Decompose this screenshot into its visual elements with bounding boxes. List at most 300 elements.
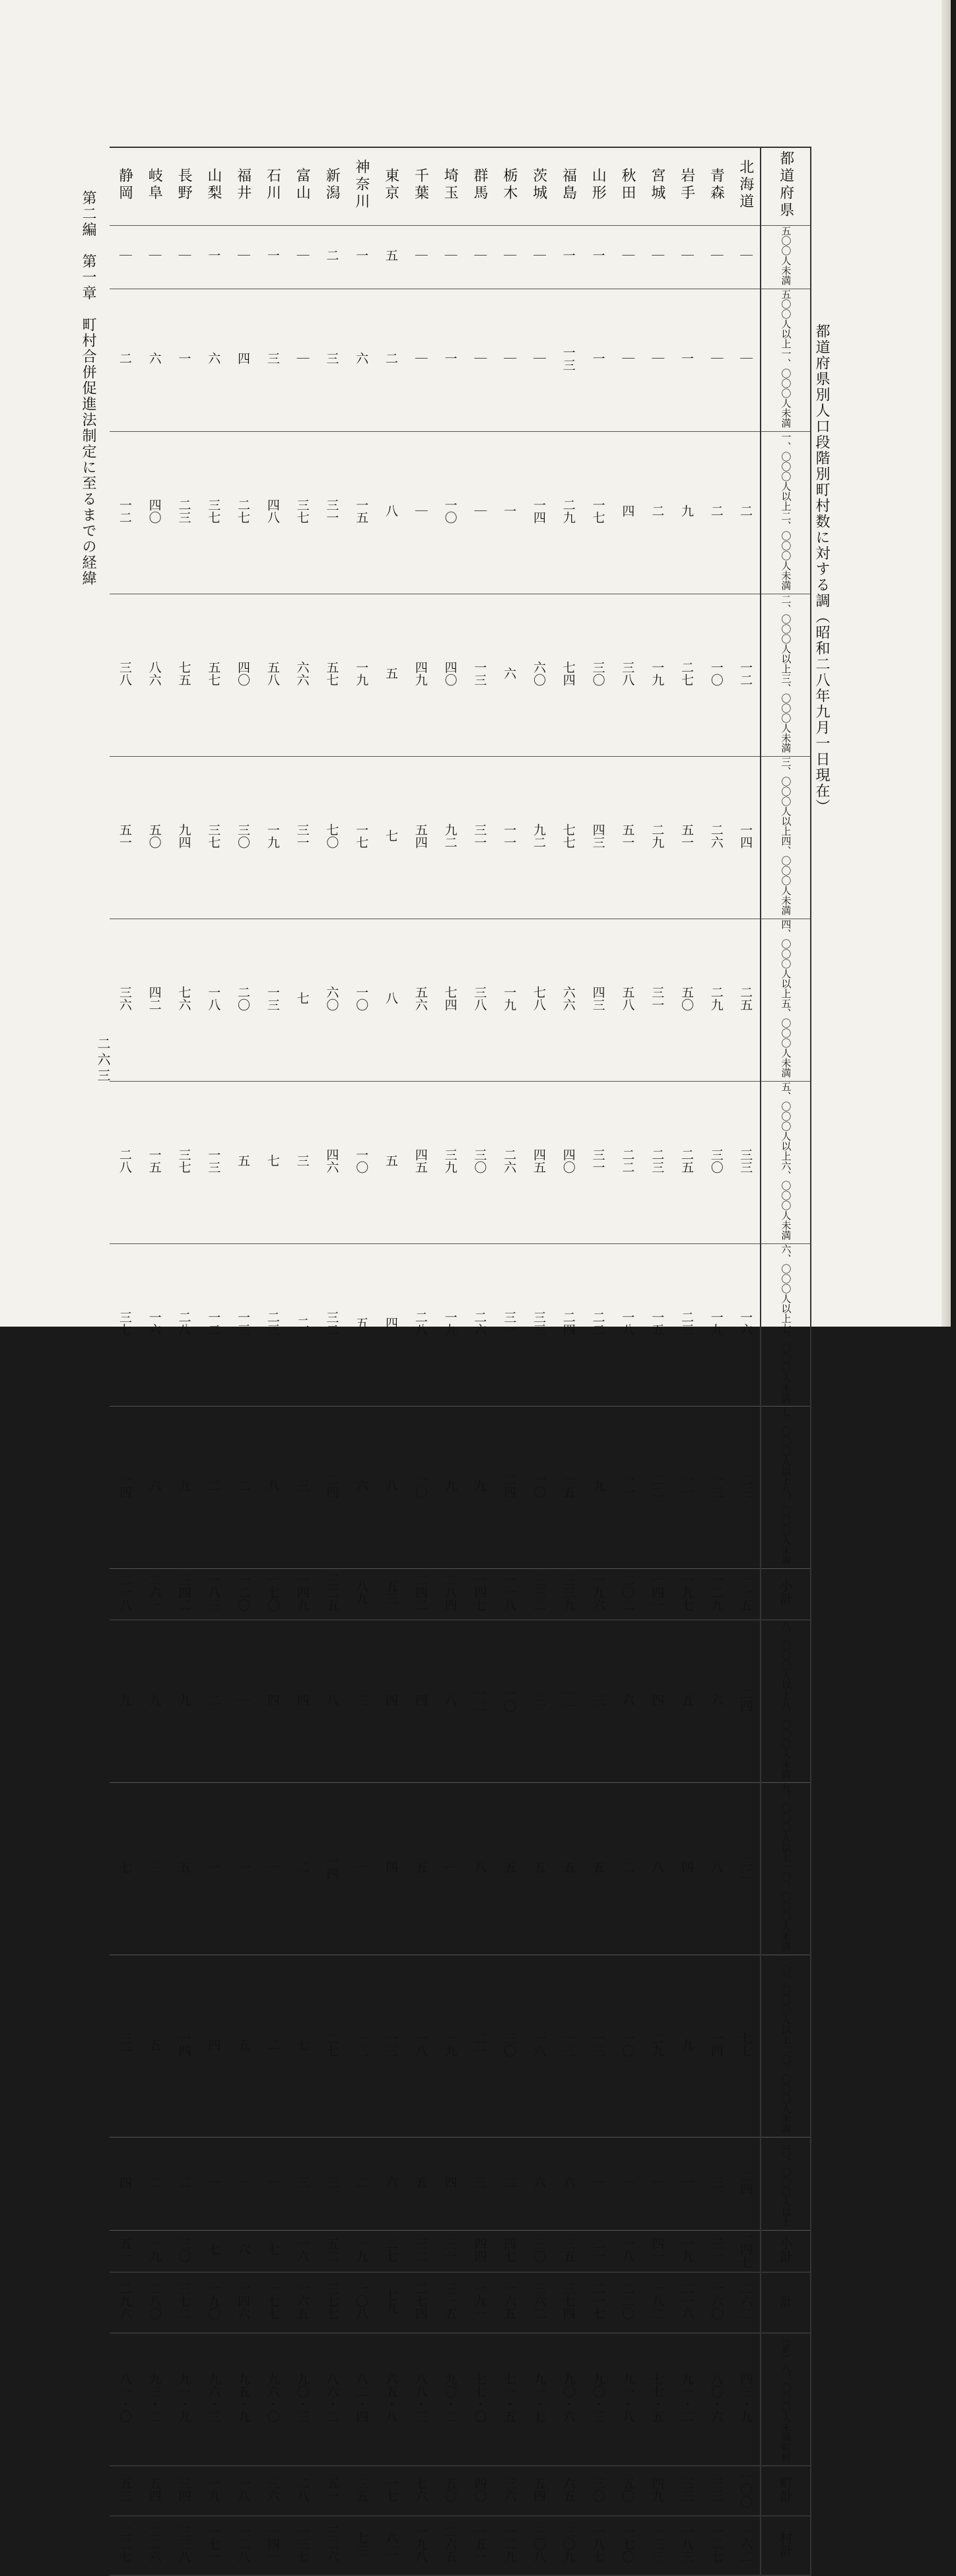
table-cell <box>701 2333 731 2466</box>
table-cell <box>405 2138 435 2231</box>
table-cell-text: 一 <box>679 352 694 365</box>
table-cell-text: 六 <box>354 352 369 365</box>
table-cell <box>287 2138 317 2231</box>
row-label <box>761 2231 811 2273</box>
table-cell <box>287 1620 317 1783</box>
table-cell <box>583 2516 613 2575</box>
table-row <box>110 594 811 756</box>
table-cell-text: ｜ <box>650 352 665 365</box>
table-cell <box>613 594 642 756</box>
table-cell-text: 一一八 <box>502 1573 517 1611</box>
table-cell <box>613 2138 642 2231</box>
table-cell-text: 一二 <box>472 1687 487 1712</box>
table-cell <box>287 2231 317 2273</box>
table-cell-text: 一八 <box>620 2237 635 2262</box>
prefecture-name <box>671 147 701 225</box>
table-cell <box>435 431 465 594</box>
prefecture-name-text: 群馬 <box>471 167 489 202</box>
table-cell <box>139 1568 169 1620</box>
table-cell <box>139 2272 169 2333</box>
row-label <box>761 1243 811 1406</box>
table-cell-text: 一 <box>354 249 369 261</box>
table-cell-text: 九四 <box>176 823 191 849</box>
table-cell <box>257 2231 287 2273</box>
table-cell <box>169 289 199 431</box>
table-cell-text: 八 <box>384 1479 399 1492</box>
table-cell-text: 三五 <box>354 2476 369 2502</box>
table-cell <box>376 1406 405 1568</box>
table-cell <box>435 1955 465 2138</box>
table-row <box>110 2333 811 2466</box>
table-cell-text: 二二 <box>650 1473 665 1498</box>
table-cell-text: 四 <box>384 1693 399 1706</box>
table-row <box>110 2272 811 2333</box>
prefecture-name <box>198 147 228 225</box>
table-cell-text: 二三 <box>679 1310 694 1336</box>
table-cell-text: 四三 <box>590 985 605 1011</box>
table-cell <box>494 1243 524 1406</box>
table-cell-text: 六六 <box>561 985 576 1011</box>
table-cell <box>731 225 761 289</box>
table-cell <box>169 594 199 756</box>
prefecture-name-text: 福井 <box>234 167 252 202</box>
table-cell <box>346 1406 376 1568</box>
table-cell-text: 一七 <box>590 498 605 524</box>
table-cell <box>198 431 228 594</box>
table-cell-text: 八 <box>472 1861 487 1873</box>
table-cell-text: 七〇 <box>324 823 339 849</box>
table-cell-text: 九三・二 <box>147 2373 162 2423</box>
table-cell <box>642 289 671 431</box>
table-cell-text: 一三七 <box>294 2525 310 2563</box>
table-cell-text: 五 <box>384 1154 399 1167</box>
table-cell <box>110 2466 139 2516</box>
table-cell <box>228 431 257 594</box>
table-cell-text: 一三 <box>236 1310 251 1336</box>
table-cell-text: 八六 <box>147 660 162 686</box>
row-label-text: 八、〇〇〇人以上九、〇〇〇人未満 <box>780 1620 792 1779</box>
table-cell <box>701 1783 731 1955</box>
prefecture-name-text: 茨城 <box>530 167 547 202</box>
table-cell <box>346 431 376 594</box>
table-cell-text: 一一 <box>502 823 517 849</box>
table-cell <box>435 919 465 1081</box>
table-cell <box>228 2231 257 2273</box>
table-cell <box>435 225 465 289</box>
table-cell <box>583 1406 613 1568</box>
table-row <box>110 1955 811 2138</box>
table-cell <box>376 1620 405 1783</box>
table-cell-text: 九 <box>472 1479 487 1492</box>
row-label <box>761 1568 811 1620</box>
table-cell <box>287 1406 317 1568</box>
table-cell <box>613 1620 642 1783</box>
table-cell <box>613 225 642 289</box>
table-cell <box>287 225 317 289</box>
table-cell <box>198 1955 228 2138</box>
prefecture-name-text: 長野 <box>176 167 193 202</box>
table-cell <box>139 2138 169 2231</box>
table-cell <box>405 1406 435 1568</box>
table-cell <box>317 289 347 431</box>
table-cell <box>435 1243 465 1406</box>
table-cell <box>642 2272 671 2333</box>
table-cell-text: 一四七 <box>738 2231 753 2268</box>
table-row <box>110 225 811 289</box>
table-cell-text: 二六二 <box>738 2282 753 2320</box>
table-cell-text: 四 <box>206 2038 221 2051</box>
table-cell <box>405 2333 435 2466</box>
table-cell <box>317 1406 347 1568</box>
table-cell-text: ｜ <box>620 249 635 261</box>
table-cell-text: 五七 <box>324 660 339 686</box>
table-cell-text: ｜ <box>531 352 546 365</box>
table-cell <box>376 919 405 1081</box>
table-cell-text: 七七・〇 <box>472 2373 487 2423</box>
table-cell <box>346 756 376 919</box>
table-cell-text: 三八 <box>117 660 132 686</box>
table-cell <box>376 1568 405 1620</box>
table-cell-text: 二一 <box>590 2237 605 2262</box>
table-cell <box>553 1783 583 1955</box>
table-cell <box>139 756 169 919</box>
table-cell <box>317 2333 347 2466</box>
prefecture-name-text: 新潟 <box>324 167 341 202</box>
table-cell <box>494 1783 524 1955</box>
table-cell-text: 三三九 <box>561 1573 576 1611</box>
table-cell-text: 四 <box>679 1861 694 1873</box>
table-cell <box>524 1081 553 1243</box>
row-label <box>761 919 811 1081</box>
table-cell-text: ｜ <box>147 249 162 261</box>
table-cell <box>731 2466 761 2516</box>
table-cell-text: ｜ <box>206 2176 221 2188</box>
table-cell <box>701 2466 731 2516</box>
table-cell-text: 二八 <box>294 2476 310 2502</box>
table-cell-text: 七一・五 <box>502 2373 517 2423</box>
table-cell <box>346 594 376 756</box>
table-cell <box>642 1243 671 1406</box>
table-cell-text: 四四 <box>472 2237 487 2262</box>
table-cell-text: 一〇 <box>354 985 369 1011</box>
table-cell-text: 一 <box>679 2176 694 2188</box>
table-cell-text: 一八 <box>206 985 221 1011</box>
table-cell <box>405 1620 435 1783</box>
table-cell-text: 二三 <box>650 1148 665 1173</box>
table-cell-text: 三 <box>294 1154 310 1167</box>
table-cell <box>169 1783 199 1955</box>
table-cell <box>287 431 317 594</box>
table-cell-text: 三〇 <box>531 2237 546 2262</box>
table-cell <box>198 2333 228 2466</box>
table-cell-text: 三一 <box>708 2237 724 2262</box>
prefecture-name <box>169 147 199 225</box>
table-cell-text: 三 <box>472 2176 487 2188</box>
table-cell-text: 九二 <box>442 823 458 849</box>
table-cell <box>553 289 583 431</box>
table-cell-text: 九六・〇 <box>265 2373 280 2423</box>
table-cell-text: 二八〇 <box>147 2282 162 2320</box>
prefecture-name <box>346 147 376 225</box>
table-cell <box>317 594 347 756</box>
table-cell <box>613 1406 642 1568</box>
table-cell-text: 二三 <box>265 1310 280 1336</box>
table-cell-text: 一九 <box>679 2237 694 2262</box>
table-cell <box>346 2272 376 2333</box>
table-cell <box>583 1243 613 1406</box>
row-label-text: 五〇〇人未満 <box>780 225 792 285</box>
table-cell-text: 五六 <box>413 985 428 1011</box>
table-cell-text: 三一 <box>117 2032 132 2057</box>
table-cell-text: 六 <box>206 352 221 365</box>
prefecture-name-text: 山梨 <box>205 167 222 202</box>
row-label-text: 四、〇〇〇人以上五、〇〇〇人未満 <box>780 919 792 1078</box>
table-cell-text: 三九 <box>442 1148 458 1173</box>
table-cell-text: 九六・三 <box>206 2373 221 2423</box>
table-cell <box>110 1955 139 2138</box>
table-cell-text: 五 <box>236 2038 251 2051</box>
table-cell-text: 三一 <box>324 498 339 524</box>
table-cell-text: 五一 <box>117 2237 132 2262</box>
table-cell-text: 三一 <box>442 2237 458 2262</box>
table-cell-text: 五三 <box>384 1580 399 1605</box>
table-cell <box>465 2231 495 2273</box>
table-cell <box>198 2272 228 2333</box>
table-cell-text: 四 <box>442 2176 458 2188</box>
table-cell-text: 一九 <box>442 1310 458 1336</box>
table-cell <box>257 1955 287 2138</box>
table-cell-text: 五二 <box>324 2237 339 2262</box>
table-cell-text: ｜ <box>738 249 753 261</box>
table-cell-text: 四五 <box>413 1148 428 1173</box>
table-cell-text: 二 <box>117 352 132 365</box>
prefecture-name <box>524 147 553 225</box>
table-cell <box>435 2231 465 2273</box>
table-cell-text: ｜ <box>620 2176 635 2188</box>
table-cell <box>376 2272 405 2333</box>
table-cell <box>228 1568 257 1620</box>
table-cell-text: ｜ <box>531 249 546 261</box>
prefecture-name-text: 静岡 <box>116 167 133 202</box>
table-cell <box>435 2516 465 2575</box>
table-cell-text: ｜ <box>738 352 753 365</box>
table-cell <box>228 1783 257 1955</box>
table-cell-text: 三〇 <box>590 660 605 686</box>
table-cell <box>346 2333 376 2466</box>
table-cell-text: 二九 <box>561 498 576 524</box>
table-cell-text: 一七 <box>354 823 369 849</box>
table-cell-text: 三 <box>294 2176 310 2188</box>
table-cell <box>671 1955 701 2138</box>
table-cell-text: 四二 <box>147 985 162 1011</box>
table-cell <box>257 1568 287 1620</box>
table-cell <box>228 1406 257 1568</box>
table-cell <box>524 1620 553 1783</box>
row-label <box>761 594 811 756</box>
table-cell <box>701 756 731 919</box>
table-cell-text: 二二七 <box>117 2525 132 2563</box>
table-cell <box>583 1081 613 1243</box>
table-cell-text: 一一五 <box>738 1573 753 1611</box>
table-cell-text: 五 <box>176 1861 191 1873</box>
table-cell <box>346 1620 376 1783</box>
table-cell <box>671 2231 701 2273</box>
table-cell <box>139 431 169 594</box>
table-row <box>110 2516 811 2575</box>
table-cell-text: 一 <box>236 1861 251 1873</box>
table-cell <box>494 2516 524 2575</box>
table-cell-text: 三七 <box>206 823 221 849</box>
table-cell <box>642 2231 671 2273</box>
table-cell <box>583 1568 613 1620</box>
table-cell <box>613 2516 642 2575</box>
table-cell <box>731 1783 761 1955</box>
table-cell <box>701 1243 731 1406</box>
table-cell-text: 二八 <box>413 1310 428 1336</box>
table-cell-text: 一二八 <box>236 2525 251 2563</box>
row-label <box>761 1081 811 1243</box>
table-cell-text: 二二 <box>738 1854 753 1880</box>
table-cell-text: 三一五 <box>442 2282 458 2320</box>
table-cell-text: 六六 <box>294 660 310 686</box>
table-cell-text: 二 <box>147 2176 162 2188</box>
table-cell <box>435 1406 465 1568</box>
table-cell-text: 一九 <box>650 660 665 686</box>
table-cell <box>405 1081 435 1243</box>
table-cell-text: 七四 <box>442 985 458 1011</box>
table-cell <box>465 1406 495 1568</box>
table-cell <box>376 2231 405 2273</box>
table-cell-text: 一九 <box>147 2237 162 2262</box>
table-cell-text: ｜ <box>236 249 251 261</box>
prefecture-name <box>553 147 583 225</box>
table-cell <box>139 1783 169 1955</box>
table-cell-text: 三八 <box>620 660 635 686</box>
table-cell-text: 五 <box>413 1861 428 1873</box>
table-cell-text: 五四 <box>531 2476 546 2502</box>
table-cell-text: ｜ <box>236 1693 251 1706</box>
table-cell <box>465 1243 495 1406</box>
table-cell <box>671 225 701 289</box>
table-cell-text: 一五 <box>147 1148 162 1173</box>
table-cell-text: 六 <box>236 2243 251 2256</box>
table-cell <box>376 2516 405 2575</box>
table-cell <box>465 289 495 431</box>
table-cell-text: 一九 <box>265 823 280 849</box>
table-cell-text: 一八 <box>620 1310 635 1336</box>
row-label <box>761 756 811 919</box>
table-cell <box>524 1568 553 1620</box>
table-cell <box>139 1620 169 1783</box>
table-cell <box>613 2333 642 2466</box>
table-cell-text: 九〇・三 <box>590 2373 605 2423</box>
table-cell-text: 二 <box>738 505 753 517</box>
prefecture-name <box>376 147 405 225</box>
table-cell <box>405 2466 435 2516</box>
table-cell <box>228 1620 257 1783</box>
table-cell-text: ｜ <box>502 352 517 365</box>
row-label-text: 二〇、〇〇〇人以上 <box>780 2138 792 2227</box>
table-cell-text: ｜ <box>708 352 724 365</box>
table-cell-text: 三二五 <box>324 1573 339 1611</box>
table-cell <box>317 2272 347 2333</box>
table-cell <box>524 2466 553 2516</box>
table-cell-text: 一五 <box>561 1473 576 1498</box>
table-cell-text: 一〇 <box>531 1473 546 1498</box>
table-cell-text: 二一六 <box>679 2282 694 2320</box>
table-cell <box>494 1406 524 1568</box>
table-cell <box>553 2466 583 2516</box>
row-label-text: 計 <box>777 2294 794 2308</box>
table-cell <box>701 2138 731 2231</box>
table-cell <box>642 1783 671 1955</box>
table-cell-text: 六〇 <box>531 660 546 686</box>
table-cell-text: 一五 <box>650 1310 665 1336</box>
table-cell <box>228 2272 257 2333</box>
table-cell-text: 四八 <box>265 498 280 524</box>
table-cell <box>671 1620 701 1783</box>
table-cell-text: 三七 <box>294 498 310 524</box>
table-cell <box>701 919 731 1081</box>
table-cell-text: 二四 <box>738 2169 753 2195</box>
table-cell-text: 三 <box>324 352 339 365</box>
table-cell-text: 八 <box>708 1861 724 1873</box>
table-cell-text: 九〇・三 <box>294 2373 310 2423</box>
table-cell <box>465 919 495 1081</box>
row-label-text: 小計 <box>777 1579 794 1606</box>
table-cell <box>110 1406 139 1568</box>
table-cell <box>169 919 199 1081</box>
table-cell <box>257 225 287 289</box>
table-cell <box>110 2333 139 2466</box>
table-cell <box>583 2272 613 2333</box>
table-cell <box>317 2516 347 2575</box>
table-cell <box>553 1406 583 1568</box>
prefecture-name-text: 栃木 <box>500 167 518 202</box>
table-cell <box>287 2466 317 2516</box>
table-cell <box>613 2272 642 2333</box>
table-cell-text: 二三 <box>176 498 191 524</box>
table-cell <box>317 1620 347 1783</box>
table-cell-text: 四 <box>294 1693 310 1706</box>
table-cell <box>671 756 701 919</box>
table-cell-text: 六五 <box>561 2476 576 2502</box>
table-cell <box>405 225 435 289</box>
header-corner <box>761 147 811 225</box>
table-cell <box>671 1081 701 1243</box>
table-cell <box>494 2466 524 2516</box>
table-cell-text: 七 <box>206 2243 221 2256</box>
table-cell <box>405 1243 435 1406</box>
table-cell-text: 二 <box>708 505 724 517</box>
table-cell-text: 九一・二 <box>679 2373 694 2423</box>
table-cell-text: 一 <box>502 505 517 517</box>
table-cell <box>642 2333 671 2466</box>
table-cell <box>465 2138 495 2231</box>
table-cell-text: 一四 <box>176 2032 191 2057</box>
table-cell <box>346 289 376 431</box>
table-cell <box>553 2516 583 2575</box>
table-cell <box>110 2231 139 2273</box>
table-cell-text: 七 <box>265 1154 280 1167</box>
table-cell-text: 一九 <box>502 985 517 1011</box>
table-cell <box>257 289 287 431</box>
table-row <box>110 289 811 431</box>
table-cell-text: 一一 <box>620 1473 635 1498</box>
table-cell-text: 九 <box>176 1479 191 1492</box>
table-cell-text: 五 <box>236 1154 251 1167</box>
table-cell-text: 四九 <box>413 660 428 686</box>
